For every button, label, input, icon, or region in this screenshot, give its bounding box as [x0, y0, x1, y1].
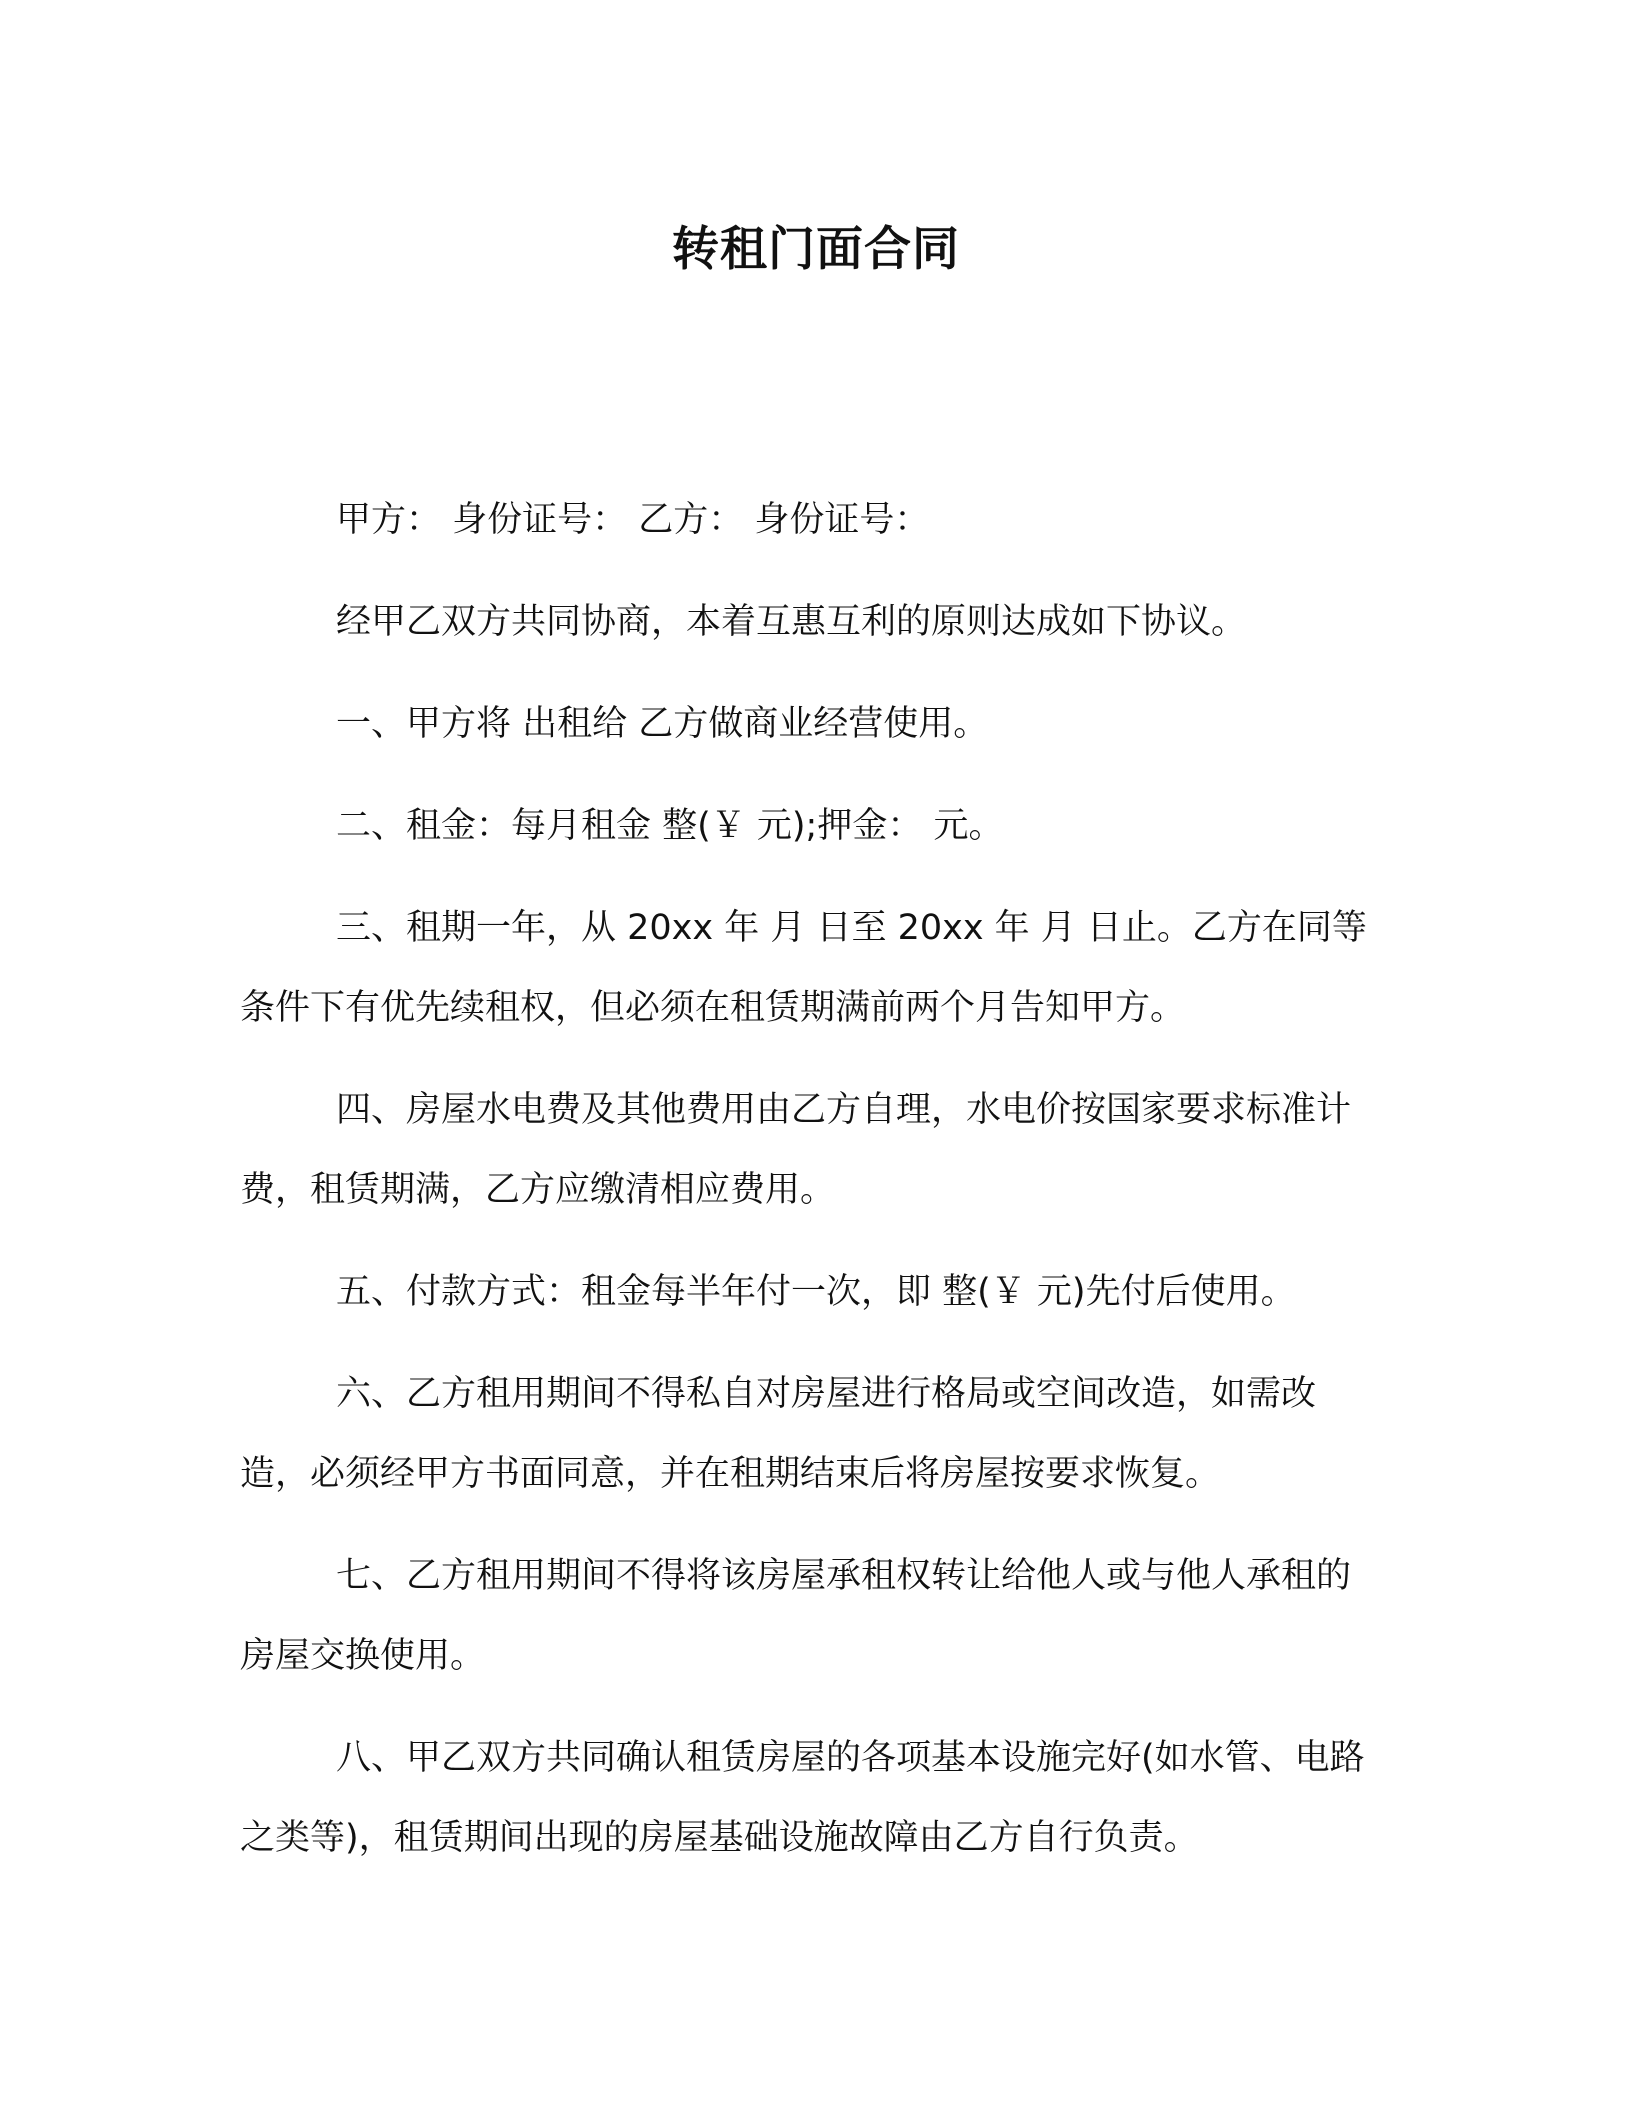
intro-paragraph: 经甲乙双方共同协商，本着互惠互利的原则达成如下协议。	[336, 602, 1247, 642]
clause-7: 七、乙方租用期间不得将该房屋承租权转让给他人或与他人承租的房屋交换使用。	[240, 1556, 1352, 1676]
clause-3: 三、租期一年，从 20xx 年 月 日至 20xx 年 月 日止。乙方在同等条件下有优先续租权，但必须在租赁期满前两个月告知甲方。	[240, 908, 1367, 1028]
clause-8: 八、甲乙双方共同确认租赁房屋的各项基本设施完好(如水管、电路之类等)，租赁期间出现的房屋基础设施故障由乙方自行负责。	[240, 1738, 1365, 1858]
clause-6: 六、乙方租用期间不得私自对房屋进行格局或空间改造，如需改造，必须经甲方书面同意，并在租期结束后将房屋按要求恢复。	[240, 1374, 1317, 1494]
clause-2: 二、租金：每月租金 整(￥ 元);押金： 元。	[336, 806, 1004, 846]
clause-4: 四、房屋水电费及其他费用由乙方自理，水电价按国家要求标准计费，租赁期满，乙方应缴清相应费用。	[240, 1090, 1352, 1210]
clause-5: 五、付款方式：租金每半年付一次，即 整(￥ 元)先付后使用。	[336, 1272, 1296, 1312]
clause-1: 一、甲方将 出租给 乙方做商业经营使用。	[336, 704, 989, 744]
parties-line: 甲方： 身份证号： 乙方： 身份证号：	[336, 500, 930, 540]
document-title: 转租门面合同	[672, 222, 960, 277]
